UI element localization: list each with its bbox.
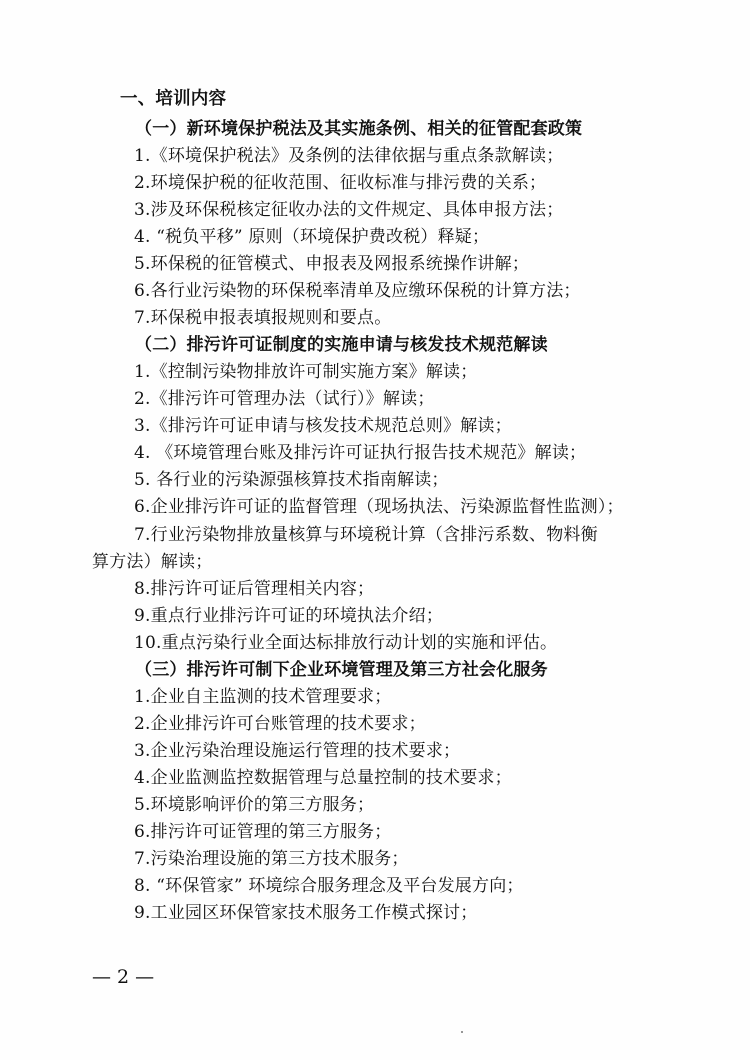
part2-item: 1.《控制污染物排放许可制实施方案》解读； <box>134 362 478 382</box>
part2-item: 3.《排污许可证申请与核发技术规范总则》解读； <box>134 416 512 436</box>
scan-speck <box>461 1031 463 1033</box>
part3-item: 2.企业排污许可台账管理的技术要求； <box>134 714 426 734</box>
part1-item: 1.《环境保护税法》及条例的法律依据与重点条款解读； <box>134 146 564 166</box>
part3-item: 1.企业自主监测的技术管理要求； <box>134 687 392 707</box>
part1-item: 3.涉及环保税核定征收办法的文件规定、具体申报方法； <box>134 200 564 220</box>
part2-item: 8.排污许可证后管理相关内容； <box>134 579 375 599</box>
part3-item: 9.工业园区环保管家技术服务工作模式探讨； <box>134 903 478 923</box>
part1-item: 2.环境保护税的征收范围、征收标准与排污费的关系； <box>134 173 547 193</box>
part3-item: 3.企业污染治理设施运行管理的技术要求； <box>134 741 461 761</box>
part1-item: 7.环保税申报表填报规则和要点。 <box>134 308 392 328</box>
part1-heading: （一）新环境保护税法及其实施条例、相关的征管配套政策 <box>135 119 583 139</box>
part2-item: 4. 《环境管理台账及排污许可证执行报告技术规范》解读； <box>134 443 587 463</box>
part2-item: 10.重点污染行业全面达标排放行动计划的实施和评估。 <box>134 633 558 653</box>
part3-item: 6.排污许可证管理的第三方服务； <box>134 822 392 842</box>
part3-item: 4.企业监测监控数据管理与总量控制的技术要求； <box>134 768 512 788</box>
part2-item-continuation: 算方法）解读； <box>92 552 213 572</box>
part2-item: 5. 各行业的污染源强核算技术指南解读； <box>134 470 449 490</box>
part3-heading: （三）排污许可制下企业环境管理及第三方社会化服务 <box>135 660 548 680</box>
part2-item: 9.重点行业排污许可证的环境执法介绍； <box>134 606 444 626</box>
part1-item: 4. “税负平移” 原则（环境保护费改税）释疑； <box>134 227 490 247</box>
part2-item: 7.行业污染物排放量核算与环境税计算（含排污系数、物料衡 <box>134 525 598 545</box>
part3-item: 5.环境影响评价的第三方服务； <box>134 795 375 815</box>
section-title: 一、培训内容 <box>120 89 227 109</box>
part1-item: 6.各行业污染物的环保税率清单及应缴环保税的计算方法； <box>134 281 581 301</box>
part1-item: 5.环保税的征管模式、申报表及网报系统操作讲解； <box>134 254 530 274</box>
part3-item: 8. “环保管家” 环境综合服务理念及平台发展方向； <box>134 876 524 896</box>
page-number: — 2 — <box>92 966 155 988</box>
part2-heading: （二）排污许可证制度的实施申请与核发技术规范解读 <box>135 335 548 355</box>
part2-item: 6.企业排污许可证的监督管理（现场执法、污染源监督性监测）； <box>134 497 624 517</box>
part3-item: 7.污染治理设施的第三方技术服务； <box>134 849 409 869</box>
part2-item: 2.《排污许可管理办法（试行）》解读； <box>134 389 435 409</box>
